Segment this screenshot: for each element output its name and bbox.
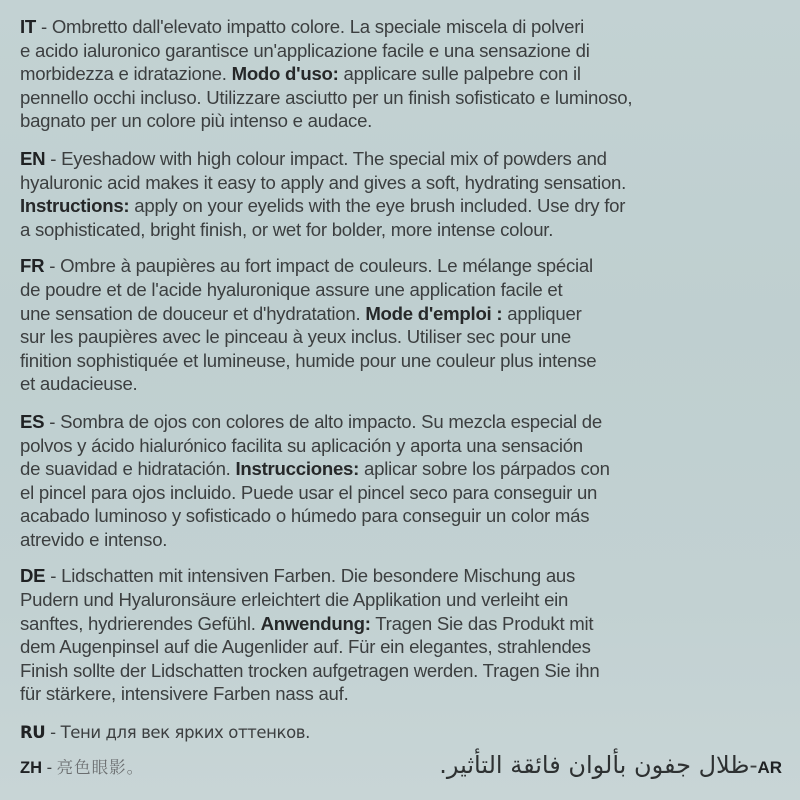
instructions-label: Modo d'uso:: [231, 63, 339, 85]
instructions-text: apply on your eyelids with the eye brush included. Use dry for: [129, 195, 626, 217]
text-line: acabado luminoso y sofisticado o húmedo para conseguir un color más: [20, 505, 590, 527]
text-line: [20, 254, 792, 278]
instructions-text: appliquer: [502, 302, 582, 324]
separator: -: [44, 410, 61, 432]
instructions-label: Instructions:: [20, 195, 130, 217]
language-code-en: EN: [20, 147, 46, 169]
text-line: polvos y ácido hialurónico facilita su aplicación y aporta una sensación: [20, 434, 583, 456]
text-line: atrevido e intenso.: [20, 528, 168, 550]
text-line: bagnato per un colore più intenso e audace.: [20, 110, 373, 132]
product-description-page: [20, 15, 792, 720]
text-line: [20, 457, 792, 481]
text-line: [20, 62, 792, 86]
section-spanish: [20, 410, 792, 552]
separator: -: [42, 759, 57, 777]
description-text: Sombra de ojos con colores de alto impacto. Su mezcla especial de: [60, 410, 602, 432]
instructions-label: Anwendung:: [260, 612, 371, 634]
language-code-fr: FR: [20, 255, 45, 277]
description-text: ظلال جفون بألوان فائقة التأثير.: [439, 751, 750, 779]
separator: -: [749, 752, 758, 779]
section-chinese: [20, 756, 144, 780]
section-english: [20, 147, 792, 241]
text-line: pennello occhi incluso. Utilizzare asciutto per un finish sofisticato e luminoso,: [20, 86, 633, 108]
language-code-ru: RU: [20, 723, 46, 742]
text-line: Finish sollte der Lidschatten trocken aufgetragen werden. Tragen Sie ihn: [20, 659, 600, 681]
separator: -: [45, 565, 62, 587]
section-french: [20, 254, 792, 396]
description-text: Eyeshadow with high colour impact. The special mix of powders and: [61, 147, 607, 169]
section-arabic: [439, 748, 782, 785]
description-text: Ombretto dall'elevato impatto colore. La speciale miscela di polveri: [51, 16, 585, 37]
instructions-text: applicare sulle palpebre con il: [338, 63, 581, 85]
language-code-ar: AR: [757, 758, 782, 777]
text-line: für stärkere, intensivere Farben nass auf.: [20, 683, 349, 705]
instructions-text: Tragen Sie das Produkt mit: [370, 612, 594, 634]
separator: -: [36, 16, 52, 37]
text-line: [20, 612, 792, 636]
language-code-es: ES: [20, 410, 45, 432]
description-text: Тени для век ярких оттенков.: [60, 723, 310, 742]
text-line: [20, 564, 792, 588]
description-text: de suavidad e hidratación.: [20, 458, 236, 480]
section-german: [20, 564, 792, 706]
description-text: Lidschatten mit intensiven Farben. Die besondere Mischung aus: [61, 565, 576, 587]
section-italian: [20, 15, 792, 133]
instructions-text: aplicar sobre los párpados con: [359, 458, 610, 480]
language-code-it: IT: [20, 16, 37, 37]
text-line: [20, 410, 792, 434]
text-line: dem Augenpinsel auf die Augenlider auf. Für ein elegantes, strahlendes: [20, 636, 591, 658]
text-line: [20, 147, 792, 171]
text-line: [20, 15, 792, 39]
description-text: sanftes, hydrierendes Gefühl.: [20, 612, 261, 634]
separator: -: [45, 147, 62, 169]
text-line: sur les paupières avec le pinceau à yeux inclus. Utiliser sec pour une: [20, 326, 571, 348]
description-text: 亮色眼影。: [56, 758, 145, 777]
description-text: Ombre à paupières au fort impact de couleurs. Le mélange spécial: [60, 255, 593, 277]
text-line: [20, 302, 792, 326]
instructions-label: Instrucciones:: [235, 458, 360, 480]
text-line: Pudern und Hyaluronsäure erleichtert die Applikation und verleiht ein: [20, 589, 569, 611]
language-code-de: DE: [20, 565, 46, 587]
text-line: [20, 194, 792, 218]
text-line: hyaluronic acid makes it easy to apply and gives a soft, hydrating sensation.: [20, 171, 627, 193]
text-line: et audacieuse.: [20, 373, 138, 395]
text-line: finition sophistiquée et lumineuse, humide pour une couleur plus intense: [20, 349, 597, 371]
instructions-label: Mode d'emploi :: [365, 302, 503, 324]
text-line: a sophisticated, bright finish, or wet for bolder, more intense colour.: [20, 218, 554, 240]
text-line: el pincel para ojos incluido. Puede usar el pincel seco para conseguir un: [20, 481, 598, 503]
text-line: e acido ialuronico garantisce un'applicazione facile e una sensazione di: [20, 39, 590, 61]
language-code-zh: ZH: [20, 759, 42, 777]
separator: -: [45, 723, 61, 742]
description-text: morbidezza e idratazione.: [20, 63, 232, 85]
text-line: de poudre et de l'acide hyaluronique assure une application facile et: [20, 278, 563, 300]
section-russian: [20, 722, 310, 744]
description-text: une sensation de douceur et d'hydratation.: [20, 302, 366, 324]
separator: -: [44, 255, 61, 277]
